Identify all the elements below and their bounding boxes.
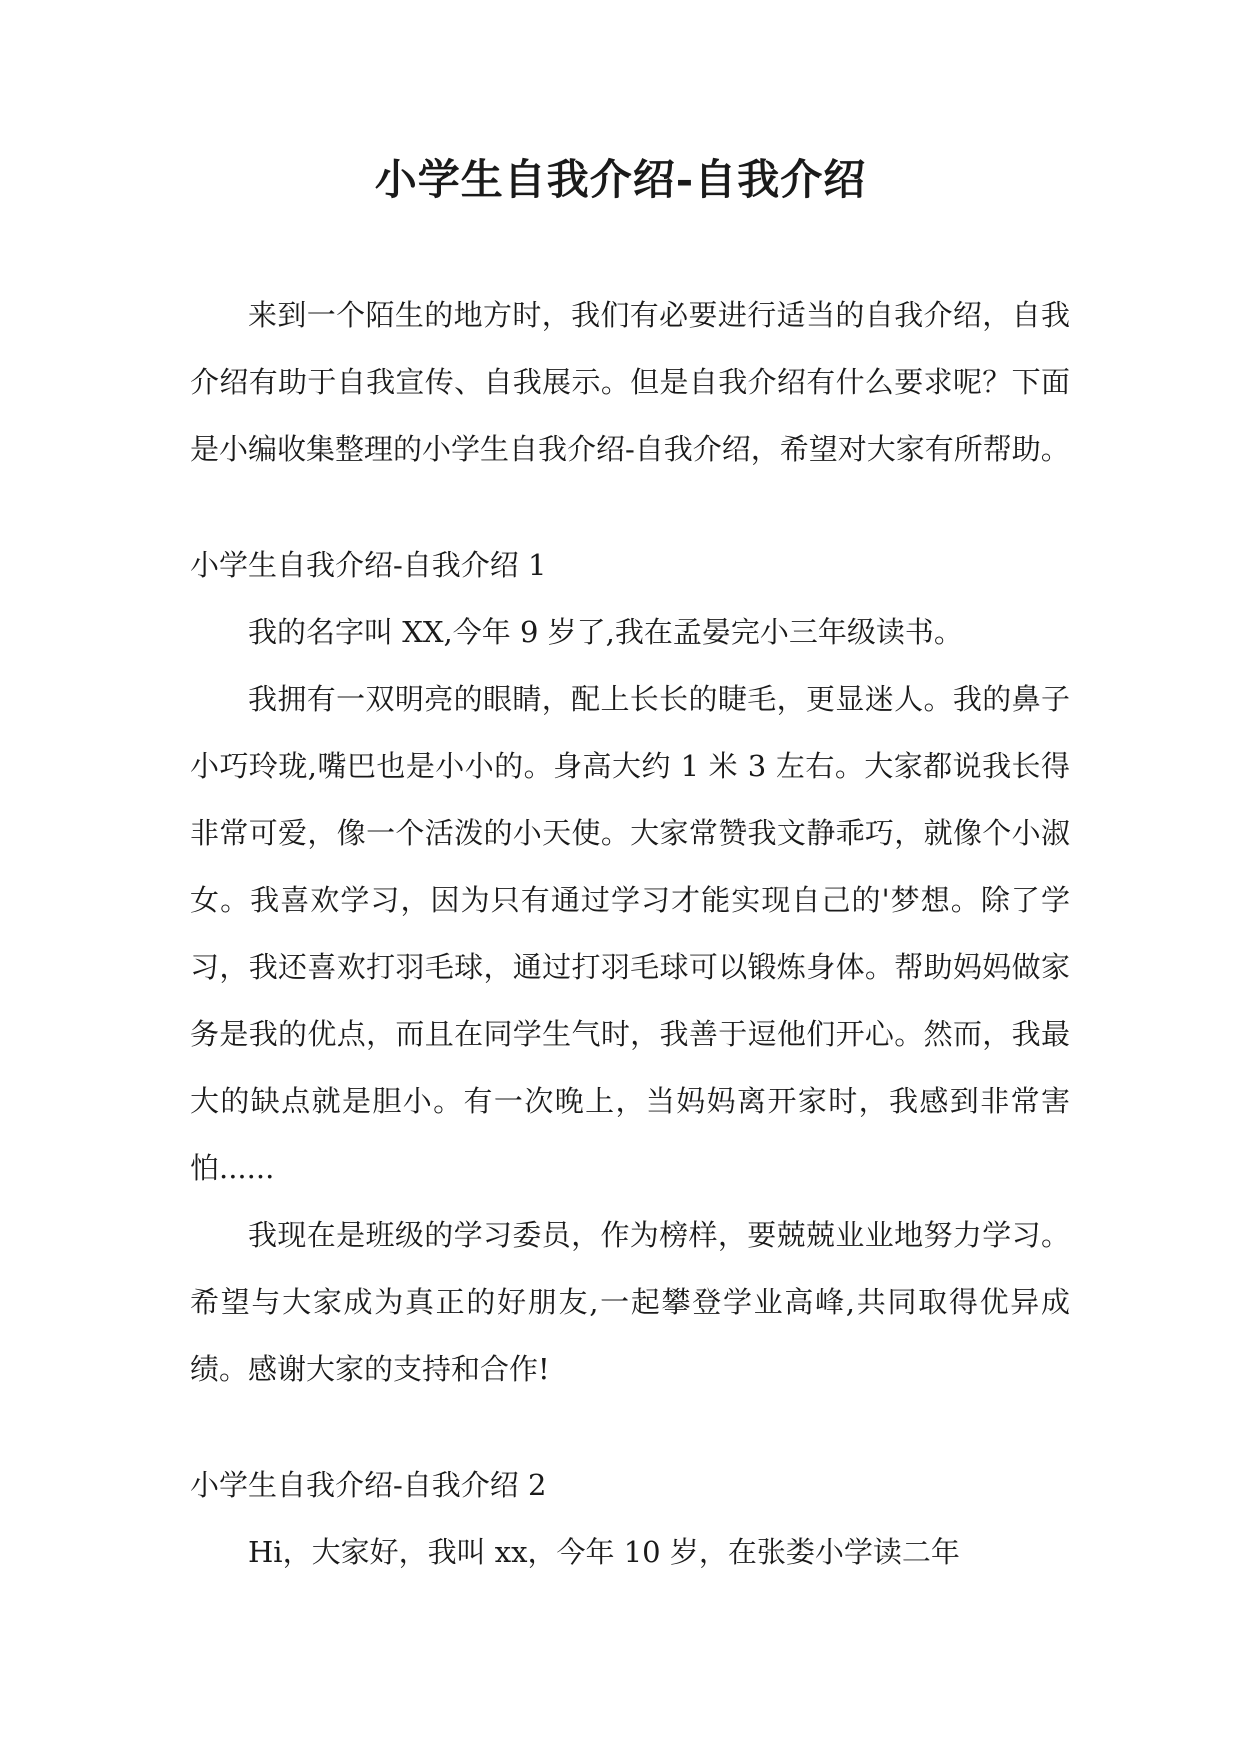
body-paragraph: Hi，大家好，我叫 xx，今年 10 岁，在张娄小学读二年 (248, 1535, 960, 1569)
section-1 (190, 532, 1070, 1403)
section-heading: 小学生自我介绍-自我介绍 2 (190, 1468, 547, 1502)
section-2 (190, 1452, 1070, 1586)
body-paragraph: 我拥有一双明亮的眼睛，配上长长的睫毛，更显迷人。我的鼻子小巧玲珑,嘴巴也是小小的。身高大约 1 米 3 左右。大家都说我长得非常可爱，像一个活泼的小天使。大家常赞我文静乖巧，就像个小淑女。我喜欢学习，因为只有通过学习才能实现自己的'梦想。除了学习，我还喜欢打羽毛球，通过打羽毛球可以锻炼身体。帮助妈妈做家务是我的优点，而且在同学生气时，我善于逗他们开心。然而，我最大的缺点就是胆小。有一次晚上，当妈妈离开家时，我感到非常害怕...... (190, 682, 1070, 1185)
section-spacer (190, 1403, 1070, 1452)
intro-paragraph: 来到一个陌生的地方时，我们有必要进行适当的自我介绍，自我介绍有助于自我宣传、自我展示。但是自我介绍有什么要求呢？下面是小编收集整理的小学生自我介绍-自我介绍，希望对大家有所帮助。 (190, 298, 1070, 466)
document-title: 小学生自我介绍-自我介绍 (374, 155, 867, 204)
section-heading: 小学生自我介绍-自我介绍 1 (190, 548, 547, 582)
body-paragraph: 我现在是班级的学习委员，作为榜样，要兢兢业业地努力学习。希望与大家成为真正的好朋友,一起攀登学业高峰,共同取得优异成绩。感谢大家的支持和合作! (190, 1218, 1070, 1386)
document-body (190, 282, 1070, 1586)
section-spacer (190, 483, 1070, 532)
body-paragraph: 我的名字叫 XX,今年 9 岁了,我在孟晏完小三年级读书。 (248, 615, 963, 649)
